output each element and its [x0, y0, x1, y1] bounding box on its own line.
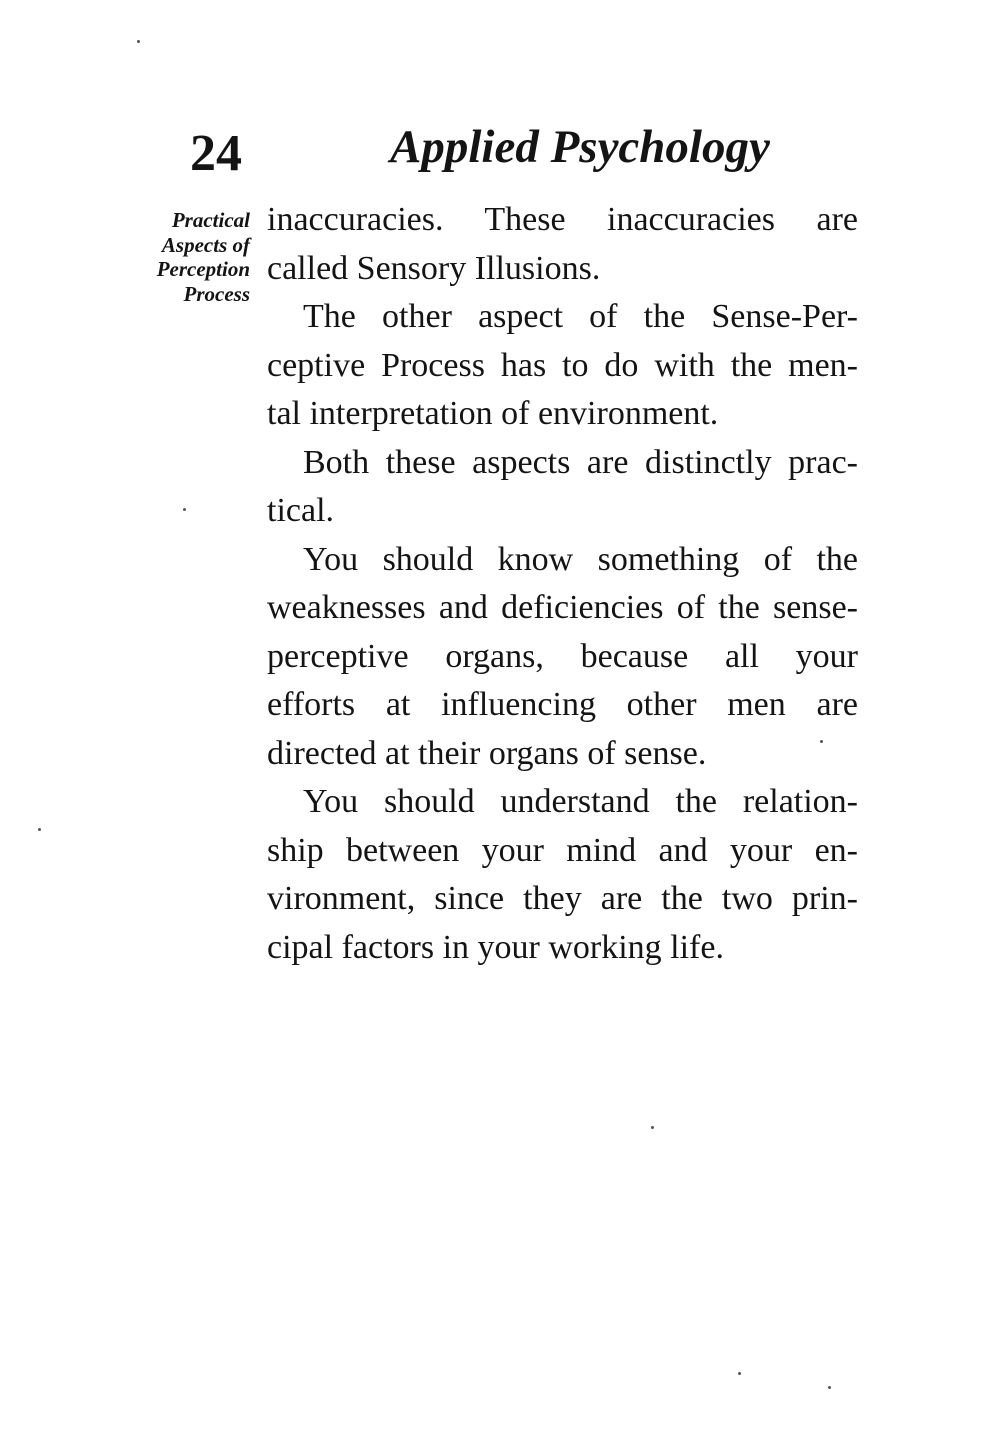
- text-line: perceptive organs, because all your: [267, 637, 858, 675]
- scan-speck: [137, 40, 140, 43]
- text-line: called Sensory Illusions.: [267, 249, 601, 287]
- text-line: tal interpretation of environment.: [267, 395, 719, 432]
- margin-note-line: Process: [183, 281, 250, 306]
- body-text: [267, 196, 858, 972]
- paragraph-2: [267, 293, 858, 439]
- paragraph-1: [267, 196, 858, 293]
- text-line: vironment, since they are the two prin-: [267, 880, 858, 917]
- scan-speck: [183, 508, 186, 511]
- text-line: You should know something of the: [303, 540, 858, 578]
- text-line: tical.: [267, 492, 335, 529]
- scan-speck: [820, 740, 823, 743]
- running-title: Applied Psychology: [390, 121, 770, 173]
- text-line: The other aspect of the Sense-Per-: [303, 298, 858, 335]
- text-line: ceptive Process has to do with the men-: [267, 346, 858, 384]
- text-line: You should understand the relation-: [303, 783, 858, 820]
- paragraph-4: [267, 536, 858, 779]
- text-line: ship between your mind and your en-: [267, 831, 858, 869]
- text-line: cipal factors in your working life.: [267, 928, 724, 966]
- scan-speck: [651, 1126, 654, 1129]
- margin-note: [100, 208, 250, 306]
- text-line: efforts at influencing other men are: [267, 686, 858, 723]
- scan-speck: [38, 828, 41, 831]
- margin-note-line: Perception: [156, 257, 250, 281]
- scan-speck: [738, 1372, 741, 1375]
- page-number: 24: [190, 125, 242, 182]
- scan-speck: [828, 1386, 831, 1389]
- text-line: inaccuracies. These inaccuracies are: [267, 201, 858, 238]
- margin-note-line: Practical: [171, 208, 250, 232]
- paragraph-3: [267, 439, 858, 536]
- text-line: weaknesses and deficiencies of the sense-: [267, 589, 858, 626]
- text-line: Both these aspects are distinctly prac-: [303, 443, 858, 481]
- text-line: directed at their organs of sense.: [267, 734, 707, 772]
- margin-note-line: Aspects of: [161, 232, 250, 257]
- paragraph-5: [267, 778, 858, 972]
